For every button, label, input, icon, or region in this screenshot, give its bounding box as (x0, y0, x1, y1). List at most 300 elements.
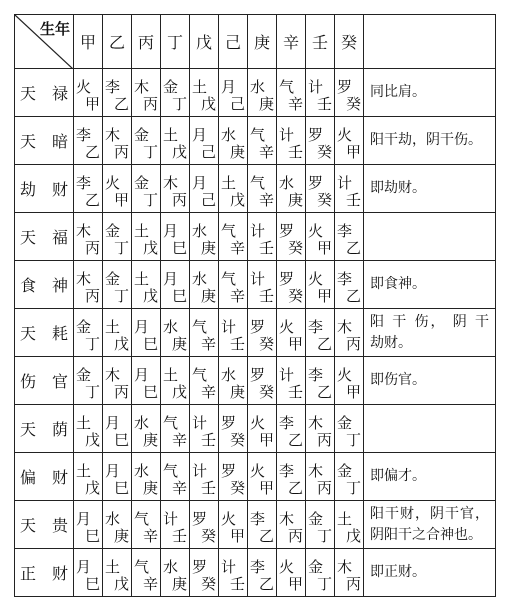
stem-char: 巳 (113, 431, 129, 449)
star-name-char: 财 (52, 180, 69, 199)
star-stem-cell (74, 549, 103, 597)
star-char: 木 (308, 414, 324, 432)
star-stem-cell (248, 405, 277, 453)
star-stem-cell (306, 165, 335, 213)
note-header (364, 15, 496, 69)
star-name-char: 禄 (52, 84, 69, 103)
star-char: 水 (134, 414, 150, 432)
star-stem-cell (103, 69, 132, 117)
stem-char: 壬 (287, 383, 303, 401)
stem-char: 巳 (84, 575, 100, 593)
star-name-char: 神 (52, 276, 69, 295)
star-char: 李 (76, 126, 92, 144)
stem-char: 戊 (171, 383, 187, 401)
note-cell: 即偏才。 (364, 453, 496, 501)
stem-char: 乙 (113, 95, 129, 113)
star-char: 火 (337, 126, 353, 144)
star-stem-cell (219, 165, 248, 213)
stem-char: 乙 (84, 143, 100, 161)
star-stem-cell (132, 501, 161, 549)
stem-header: 庚 (248, 15, 277, 69)
star-char: 金 (134, 174, 150, 192)
star-stem-cell (219, 69, 248, 117)
stem-char: 辛 (142, 527, 158, 545)
corner-label: 生年 (39, 20, 70, 38)
star-name-cell (15, 549, 74, 597)
star-stem-cell (277, 405, 306, 453)
star-stem-cell (74, 213, 103, 261)
stem-char: 丁 (142, 143, 158, 161)
stem-char: 丙 (287, 527, 303, 545)
table-row (15, 549, 496, 597)
star-char: 计 (308, 78, 324, 96)
star-stem-cell (277, 261, 306, 309)
star-stem-cell (306, 357, 335, 405)
star-stem-cell (132, 549, 161, 597)
table-row (15, 453, 496, 501)
star-char: 月 (134, 318, 150, 336)
star-char: 月 (163, 222, 179, 240)
star-stem-cell (277, 501, 306, 549)
star-char: 月 (105, 462, 121, 480)
stem-char: 巳 (113, 479, 129, 497)
star-stem-cell (190, 309, 219, 357)
star-char: 计 (163, 510, 179, 528)
star-stem-cell (74, 165, 103, 213)
stem-char: 甲 (258, 479, 274, 497)
star-char: 木 (279, 510, 295, 528)
star-char: 李 (308, 366, 324, 384)
star-char: 李 (279, 414, 295, 432)
stem-char: 甲 (287, 335, 303, 353)
stem-header: 癸 (335, 15, 364, 69)
star-char: 火 (308, 270, 324, 288)
stem-char: 庚 (287, 191, 303, 209)
stem-char: 庚 (171, 575, 187, 593)
star-stem-cell (219, 405, 248, 453)
star-stem-cell (277, 213, 306, 261)
star-char: 罗 (308, 126, 324, 144)
note-cell: 即正财。 (364, 549, 496, 597)
star-char: 水 (163, 318, 179, 336)
star-stem-cell (103, 357, 132, 405)
star-name-cell (15, 117, 74, 165)
stem-char: 辛 (229, 287, 245, 305)
star-stem-cell (161, 213, 190, 261)
stem-char: 乙 (345, 287, 361, 305)
star-stem-cell (248, 357, 277, 405)
stem-char: 乙 (316, 335, 332, 353)
star-stem-cell (277, 117, 306, 165)
star-char: 水 (192, 270, 208, 288)
star-stem-cell (306, 453, 335, 501)
star-char: 计 (337, 174, 353, 192)
stem-char: 丙 (345, 575, 361, 593)
star-char: 火 (221, 510, 237, 528)
stem-header: 辛 (277, 15, 306, 69)
star-stem-cell (132, 165, 161, 213)
star-stem-cell (190, 549, 219, 597)
stem-char: 甲 (316, 239, 332, 257)
star-char: 李 (279, 462, 295, 480)
stem-char: 癸 (287, 287, 303, 305)
star-char: 水 (163, 558, 179, 576)
star-stem-cell (74, 453, 103, 501)
stem-char: 庚 (229, 383, 245, 401)
star-char: 水 (105, 510, 121, 528)
stem-char: 庚 (200, 287, 216, 305)
star-char: 木 (105, 126, 121, 144)
star-char: 火 (337, 366, 353, 384)
stem-char: 壬 (287, 143, 303, 161)
stem-header: 丙 (132, 15, 161, 69)
star-char: 土 (163, 126, 179, 144)
stem-char: 丁 (84, 335, 100, 353)
star-stem-cell (219, 549, 248, 597)
star-stem-cell (306, 405, 335, 453)
stem-char: 戊 (142, 287, 158, 305)
star-name-cell (15, 453, 74, 501)
star-stem-cell (277, 69, 306, 117)
star-char: 罗 (279, 270, 295, 288)
note-cell: 阳干劫，阴干伤。 (364, 117, 496, 165)
star-char: 月 (192, 174, 208, 192)
stem-char: 丁 (316, 575, 332, 593)
star-stem-cell (190, 261, 219, 309)
star-stem-cell (161, 165, 190, 213)
star-char: 木 (105, 366, 121, 384)
star-char: 气 (221, 222, 237, 240)
star-stem-cell (335, 165, 364, 213)
star-stem-cell (219, 213, 248, 261)
stem-char: 壬 (229, 335, 245, 353)
star-char: 土 (192, 78, 208, 96)
stem-char: 壬 (200, 431, 216, 449)
star-stem-cell (277, 165, 306, 213)
stem-char: 庚 (142, 431, 158, 449)
star-char: 土 (337, 510, 353, 528)
star-char: 月 (76, 510, 92, 528)
star-stem-cell (277, 549, 306, 597)
stem-char: 丁 (345, 479, 361, 497)
star-stem-cell (74, 405, 103, 453)
stem-char: 戊 (84, 479, 100, 497)
star-char: 李 (76, 174, 92, 192)
star-stem-cell (306, 261, 335, 309)
star-char: 气 (163, 414, 179, 432)
star-stem-cell (132, 309, 161, 357)
stem-char: 癸 (229, 479, 245, 497)
star-stem-cell (248, 261, 277, 309)
star-char: 土 (221, 174, 237, 192)
star-char: 罗 (192, 558, 208, 576)
star-name-cell (15, 213, 74, 261)
stem-char: 丁 (345, 431, 361, 449)
note-cell: 即劫财。 (364, 165, 496, 213)
star-char: 计 (221, 558, 237, 576)
stem-char: 乙 (345, 239, 361, 257)
star-char: 水 (134, 462, 150, 480)
star-char: 李 (250, 558, 266, 576)
table-row (15, 261, 496, 309)
stem-char: 癸 (200, 527, 216, 545)
star-char: 金 (308, 510, 324, 528)
star-char: 金 (337, 462, 353, 480)
star-char: 土 (134, 270, 150, 288)
stem-char: 甲 (84, 95, 100, 113)
star-char: 金 (134, 126, 150, 144)
star-stem-cell (219, 309, 248, 357)
star-stem-cell (219, 261, 248, 309)
star-name-char: 天 (19, 420, 36, 439)
stem-char: 辛 (258, 143, 274, 161)
corner-cell (15, 15, 74, 69)
note-cell: 即食神。 (364, 261, 496, 309)
note-cell: 阳 干 伤， 阴 干 劫财。 (364, 309, 496, 357)
stem-char: 甲 (345, 143, 361, 161)
stem-char: 癸 (287, 239, 303, 257)
star-char: 水 (279, 174, 295, 192)
star-char: 罗 (337, 78, 353, 96)
stem-char: 甲 (345, 383, 361, 401)
star-stem-cell (277, 453, 306, 501)
star-stem-cell (335, 117, 364, 165)
star-name-cell (15, 165, 74, 213)
star-name-char: 福 (52, 228, 69, 247)
stem-char: 戊 (113, 575, 129, 593)
star-char: 木 (337, 318, 353, 336)
star-char: 计 (250, 222, 266, 240)
star-name-char: 财 (52, 468, 69, 487)
star-stem-cell (132, 453, 161, 501)
star-stem-cell (277, 309, 306, 357)
stem-char: 丙 (171, 191, 187, 209)
star-stem-cell (335, 69, 364, 117)
star-char: 罗 (308, 174, 324, 192)
stem-char: 戊 (84, 431, 100, 449)
table-row (15, 357, 496, 405)
star-stem-cell (248, 165, 277, 213)
star-stem-cell (248, 453, 277, 501)
star-char: 土 (105, 318, 121, 336)
star-stem-cell (103, 261, 132, 309)
stem-char: 丁 (142, 191, 158, 209)
stem-char: 戊 (200, 95, 216, 113)
star-stem-cell (248, 549, 277, 597)
star-char: 金 (105, 222, 121, 240)
star-name-cell (15, 357, 74, 405)
stem-char: 癸 (316, 143, 332, 161)
stem-char: 壬 (200, 479, 216, 497)
stem-char: 戊 (229, 191, 245, 209)
star-stem-cell (219, 357, 248, 405)
star-char: 李 (337, 270, 353, 288)
star-stem-cell (103, 309, 132, 357)
star-stem-cell (103, 501, 132, 549)
star-stem-cell (248, 117, 277, 165)
star-char: 计 (192, 414, 208, 432)
star-stem-cell (161, 117, 190, 165)
star-char: 计 (192, 462, 208, 480)
stem-char: 辛 (171, 431, 187, 449)
star-char: 气 (250, 174, 266, 192)
stem-char: 壬 (345, 191, 361, 209)
stem-char: 丁 (171, 95, 187, 113)
star-char: 木 (76, 270, 92, 288)
table-row (15, 117, 496, 165)
stem-char: 丙 (142, 95, 158, 113)
star-stem-cell (161, 549, 190, 597)
star-char: 土 (76, 462, 92, 480)
star-stem-cell (219, 117, 248, 165)
star-name-char: 偏 (19, 468, 36, 487)
stem-char: 乙 (287, 431, 303, 449)
star-name-char: 正 (19, 564, 36, 583)
star-char: 罗 (221, 414, 237, 432)
star-stem-cell (161, 453, 190, 501)
stem-char: 辛 (200, 383, 216, 401)
stem-char: 庚 (200, 239, 216, 257)
star-char: 月 (163, 270, 179, 288)
star-stem-cell (219, 453, 248, 501)
stem-char: 丙 (84, 287, 100, 305)
stem-char: 辛 (142, 575, 158, 593)
star-stem-cell (161, 501, 190, 549)
stem-header: 戊 (190, 15, 219, 69)
header-row (15, 15, 496, 69)
star-stem-cell (248, 501, 277, 549)
stem-char: 丁 (84, 383, 100, 401)
stem-char: 乙 (258, 527, 274, 545)
star-stem-cell (306, 117, 335, 165)
star-char: 金 (163, 78, 179, 96)
star-stem-cell (161, 261, 190, 309)
stem-char: 癸 (229, 431, 245, 449)
note-cell: 阳干财，阴干官，阴阳干之合神也。 (364, 501, 496, 549)
star-stem-table (14, 14, 496, 597)
star-name-cell (15, 501, 74, 549)
stem-char: 癸 (258, 335, 274, 353)
star-stem-cell (335, 501, 364, 549)
star-char: 木 (163, 174, 179, 192)
star-stem-cell (161, 309, 190, 357)
stem-char: 丁 (113, 287, 129, 305)
stem-char: 壬 (171, 527, 187, 545)
star-stem-cell (132, 213, 161, 261)
star-stem-cell (190, 117, 219, 165)
stem-char: 丁 (113, 239, 129, 257)
star-stem-cell (161, 405, 190, 453)
stem-char: 巳 (142, 335, 158, 353)
star-char: 土 (105, 558, 121, 576)
star-char: 月 (134, 366, 150, 384)
star-char: 气 (250, 126, 266, 144)
star-char: 计 (279, 126, 295, 144)
star-name-cell (15, 261, 74, 309)
stem-char: 己 (200, 143, 216, 161)
star-char: 气 (279, 78, 295, 96)
star-char: 火 (250, 414, 266, 432)
stem-char: 壬 (258, 239, 274, 257)
star-char: 气 (163, 462, 179, 480)
star-name-char: 食 (19, 276, 36, 295)
star-stem-cell (161, 357, 190, 405)
stem-char: 己 (200, 191, 216, 209)
star-char: 罗 (250, 366, 266, 384)
star-name-char: 天 (19, 516, 36, 535)
stem-header: 甲 (74, 15, 103, 69)
star-stem-cell (74, 357, 103, 405)
star-stem-cell (132, 357, 161, 405)
star-char: 气 (192, 366, 208, 384)
stem-char: 丙 (84, 239, 100, 257)
star-stem-cell (335, 309, 364, 357)
star-char: 罗 (221, 462, 237, 480)
star-char: 水 (192, 222, 208, 240)
note-cell (364, 213, 496, 261)
star-char: 气 (192, 318, 208, 336)
star-char: 罗 (192, 510, 208, 528)
table-row (15, 309, 496, 357)
star-name-cell (15, 405, 74, 453)
star-char: 木 (337, 558, 353, 576)
stem-char: 巳 (171, 287, 187, 305)
star-char: 气 (134, 510, 150, 528)
star-char: 金 (76, 318, 92, 336)
star-stem-cell (190, 453, 219, 501)
stem-char: 庚 (113, 527, 129, 545)
star-stem-cell (190, 405, 219, 453)
stem-char: 乙 (287, 479, 303, 497)
star-char: 火 (279, 558, 295, 576)
star-char: 罗 (250, 318, 266, 336)
stem-char: 甲 (258, 431, 274, 449)
star-char: 罗 (279, 222, 295, 240)
star-char: 火 (250, 462, 266, 480)
star-stem-cell (103, 549, 132, 597)
stem-char: 壬 (258, 287, 274, 305)
star-char: 计 (279, 366, 295, 384)
star-stem-cell (190, 357, 219, 405)
star-char: 金 (105, 270, 121, 288)
star-stem-cell (190, 165, 219, 213)
star-stem-cell (74, 501, 103, 549)
star-stem-cell (132, 69, 161, 117)
star-char: 李 (337, 222, 353, 240)
stem-char: 戊 (142, 239, 158, 257)
table-row (15, 501, 496, 549)
stem-char: 甲 (229, 527, 245, 545)
stem-char: 辛 (258, 191, 274, 209)
star-stem-cell (132, 261, 161, 309)
stem-header: 乙 (103, 15, 132, 69)
star-stem-cell (335, 357, 364, 405)
note-cell: 同比肩。 (364, 69, 496, 117)
star-name-char: 荫 (52, 420, 69, 439)
stem-char: 辛 (287, 95, 303, 113)
star-char: 木 (76, 222, 92, 240)
star-char: 火 (308, 222, 324, 240)
star-stem-cell (306, 213, 335, 261)
star-stem-cell (103, 405, 132, 453)
stem-char: 乙 (258, 575, 274, 593)
star-stem-cell (335, 261, 364, 309)
star-stem-cell (219, 501, 248, 549)
stem-char: 巳 (84, 527, 100, 545)
stem-char: 癸 (316, 191, 332, 209)
star-name-char: 暗 (52, 132, 69, 151)
stem-char: 丙 (113, 143, 129, 161)
